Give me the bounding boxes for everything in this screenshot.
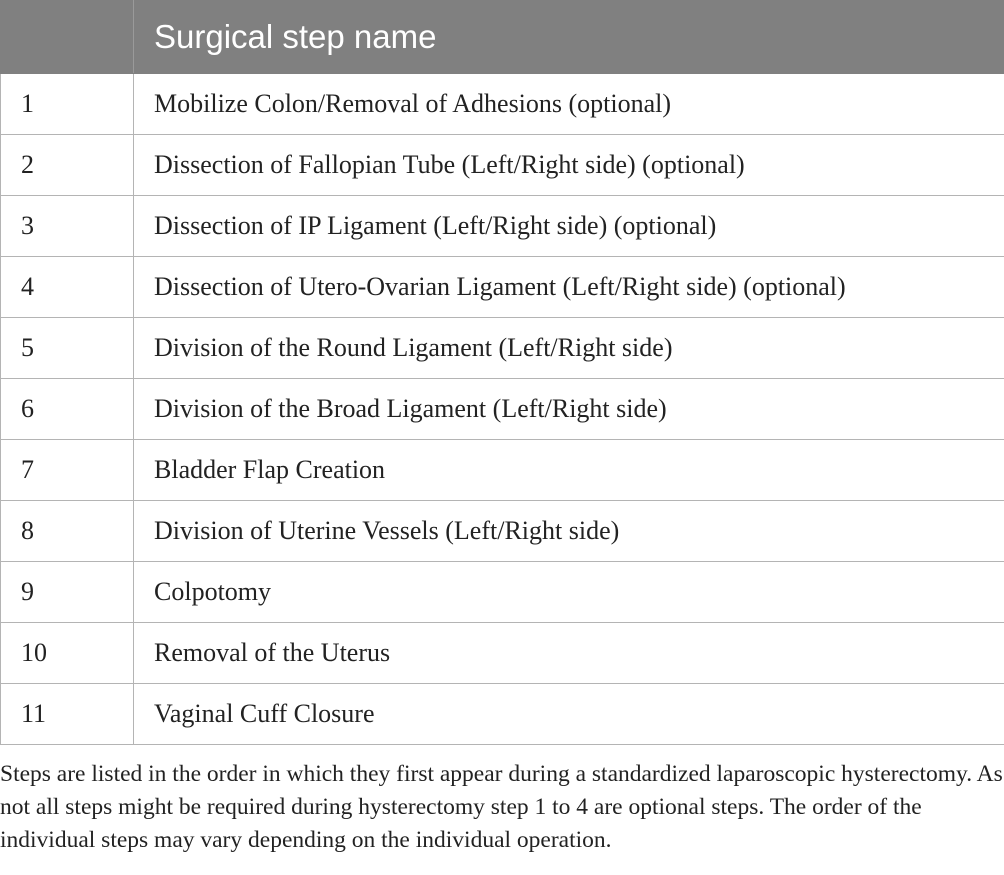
step-name: Dissection of IP Ligament (Left/Right side) (optional): [134, 196, 1004, 257]
step-number: 7: [1, 440, 134, 501]
step-number: 6: [1, 379, 134, 440]
header-number: [1, 1, 134, 74]
table-row: [1, 501, 1004, 562]
table-row: [1, 623, 1004, 684]
table-footnote: Steps are listed in the order in which they first appear during a standardized laparoscopic hysterectomy. As not all steps might be required during hysterectomy step 1 to 4 are optional steps. The order of the individual steps may vary depending on the individual operation.: [0, 761, 1003, 853]
table-body: [1, 74, 1004, 745]
step-name: Dissection of Utero-Ovarian Ligament (Left/Right side) (optional): [134, 257, 1004, 318]
table-row: [1, 562, 1004, 623]
table-row: [1, 74, 1004, 135]
step-name: Colpotomy: [134, 562, 1004, 623]
table-row: [1, 318, 1004, 379]
step-number: 8: [1, 501, 134, 562]
step-number: 10: [1, 623, 134, 684]
step-number: 1: [1, 74, 134, 135]
table-row: [1, 684, 1004, 745]
table-row: [1, 440, 1004, 501]
table-row: [1, 135, 1004, 196]
table-row: [1, 196, 1004, 257]
step-name: Division of Uterine Vessels (Left/Right side): [134, 501, 1004, 562]
step-number: 3: [1, 196, 134, 257]
step-number: 9: [1, 562, 134, 623]
step-number: 2: [1, 135, 134, 196]
header-row: [1, 1, 1004, 74]
step-name: Mobilize Colon/Removal of Adhesions (optional): [134, 74, 1004, 135]
step-name: Dissection of Fallopian Tube (Left/Right side) (optional): [134, 135, 1004, 196]
step-number: 4: [1, 257, 134, 318]
table-row: [1, 379, 1004, 440]
header-step-name: Surgical step name: [134, 1, 1004, 74]
step-name: Division of the Broad Ligament (Left/Right side): [134, 379, 1004, 440]
step-name: Division of the Round Ligament (Left/Right side): [134, 318, 1004, 379]
step-name: Bladder Flap Creation: [134, 440, 1004, 501]
step-number: 11: [1, 684, 134, 745]
table-row: [1, 257, 1004, 318]
step-name: Vaginal Cuff Closure: [134, 684, 1004, 745]
step-number: 5: [1, 318, 134, 379]
table-header: [1, 1, 1004, 74]
step-name: Removal of the Uterus: [134, 623, 1004, 684]
